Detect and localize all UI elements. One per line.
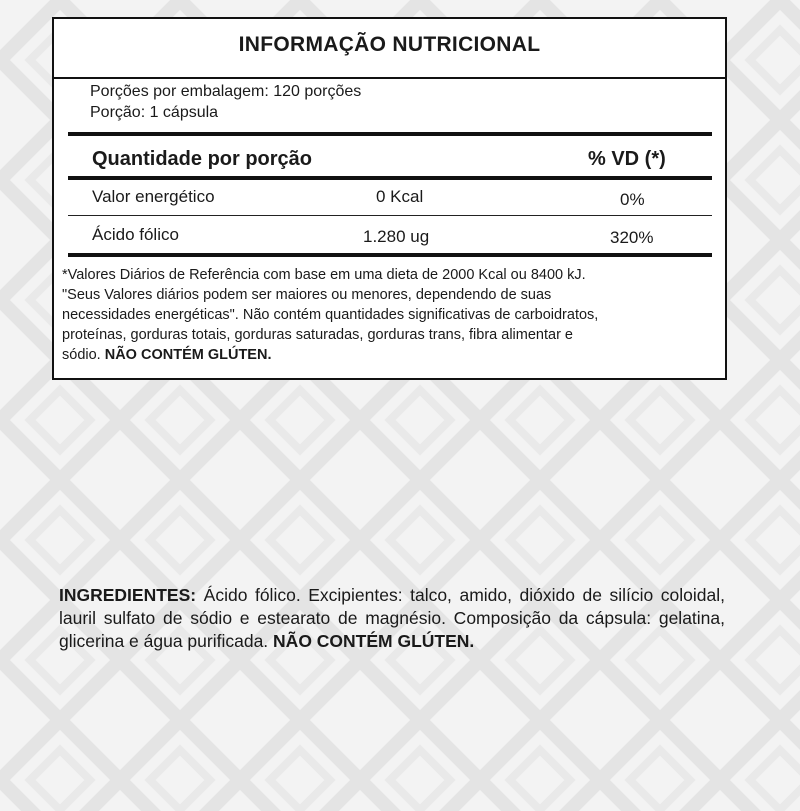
- ingredients-gluten-notice: NÃO CONTÉM GLÚTEN.: [273, 631, 475, 651]
- nutrient-name: Valor energético: [92, 187, 215, 206]
- ingredients-text: Ácido fólico. Excipientes: talco, amido, dióxido de silício coloidal, lauril sulfato de sódio e estearato de magnésio. Composição da cápsula: gelatina, glicerina e água purificada.: [59, 585, 725, 651]
- table-bottom-rule: [68, 253, 712, 257]
- nutrient-amount: 0 Kcal: [376, 187, 424, 206]
- nutrient-dv: 320%: [610, 228, 654, 247]
- title-divider: [54, 77, 725, 79]
- footnote-last-text: sódio.: [62, 347, 101, 363]
- header-top-rule: [68, 132, 712, 136]
- nutrient-dv: 0%: [620, 190, 645, 209]
- footnote-line: proteínas, gorduras totais, gorduras saturadas, gorduras trans, fibra alimentar e: [62, 327, 573, 343]
- ingredients-label: INGREDIENTES:: [59, 585, 197, 605]
- ingredients-block: [59, 584, 725, 653]
- footnote-line: "Seus Valores diários podem ser maiores ou menores, dependendo de suas: [62, 287, 552, 303]
- row-divider: [68, 215, 712, 216]
- nutrition-title: INFORMAÇÃO NUTRICIONAL: [238, 33, 541, 56]
- quantity-header: Quantidade por porção: [92, 148, 313, 170]
- nutrient-name: Ácido fólico: [92, 225, 179, 244]
- footnote-line: [62, 345, 717, 365]
- gluten-free-notice: NÃO CONTÉM GLÚTEN.: [104, 347, 272, 363]
- footnote-line: necessidades energéticas". Não contém quantidades significativas de carboidratos,: [62, 307, 599, 323]
- footnote-line: *Valores Diários de Referência com base em uma dieta de 2000 Kcal ou 8400 kJ.: [62, 267, 586, 283]
- dv-header: % VD (*): [588, 148, 666, 170]
- header-bottom-rule: [68, 176, 712, 180]
- footnote: [62, 265, 717, 365]
- serving-size: Porção: 1 cápsula: [90, 104, 219, 121]
- servings-per-package: Porções por embalagem: 120 porções: [90, 83, 362, 100]
- nutrient-amount: 1.280 ug: [363, 227, 430, 246]
- nutrition-facts-panel: [52, 17, 727, 380]
